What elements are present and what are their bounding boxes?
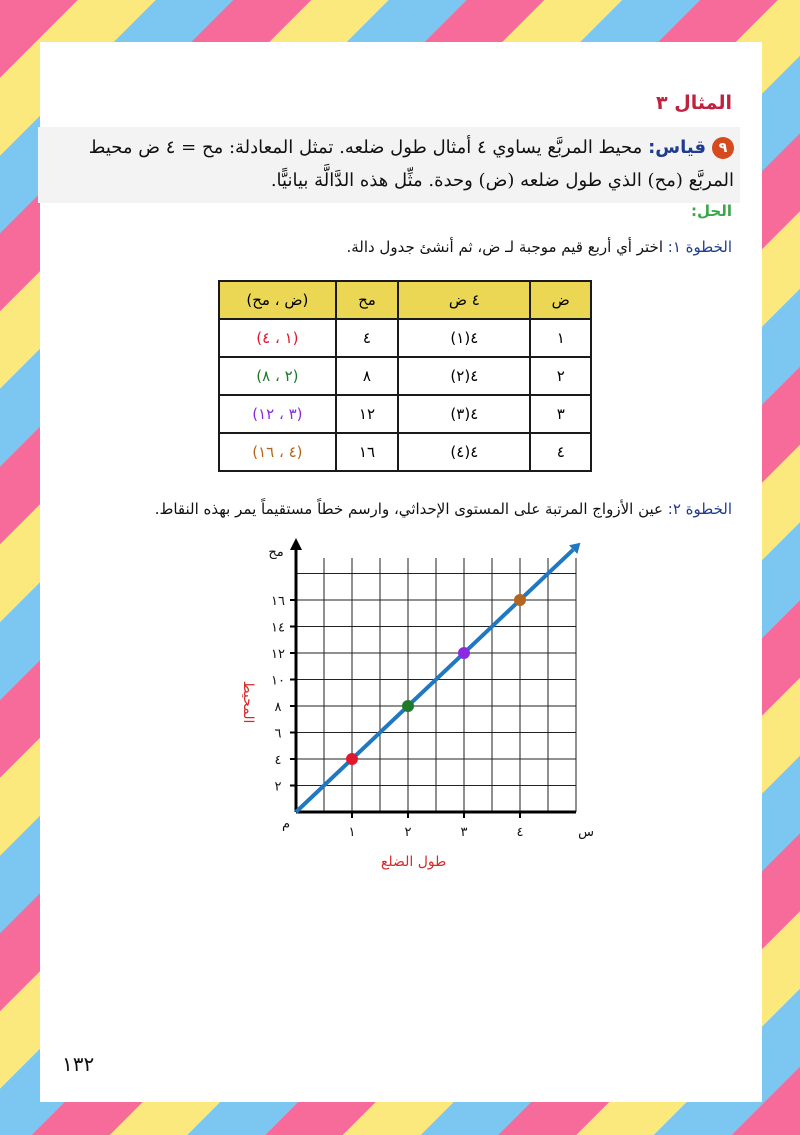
- cell-x: ١: [530, 319, 591, 357]
- header-y: مح: [336, 281, 398, 319]
- solution-label: الحل:: [691, 202, 732, 220]
- y-tick-label: ١٦: [271, 594, 285, 609]
- cell-ordered-pair: (٣ ، ١٢): [219, 395, 336, 433]
- question-text: محيط المربَّع يساوي ٤ أمثال طول ضلعه. تمثل المعادلة: مح = ٤ ض محيط المربَّع (مح) الذي طول ضلعه (ض) وحدة. مثِّل هذه الدَّالَّة بيانيًّا.: [88, 137, 734, 191]
- cell-y: ٤: [336, 319, 398, 357]
- page: [40, 42, 762, 1102]
- y-tick-label: ١٠: [271, 673, 285, 689]
- header-x: ض: [530, 281, 591, 319]
- header-expression: ٤ ض: [398, 281, 530, 319]
- coordinate-graph: [224, 538, 634, 883]
- table-row: [219, 433, 591, 471]
- origin-label: م: [281, 817, 291, 832]
- step-1-label: الخطوة ١:: [667, 238, 732, 256]
- header-ordered-pair: (ض ، مح): [219, 281, 336, 319]
- cell-expression: ٤(١): [398, 319, 530, 357]
- y-tick-label: ٤: [274, 753, 282, 768]
- function-line: [296, 550, 573, 812]
- example-title: المثال ٣: [656, 92, 732, 114]
- y-tick-label: ١٢: [271, 647, 285, 662]
- cell-y: ١٦: [336, 433, 398, 471]
- cell-x: ٢: [530, 357, 591, 395]
- x-tick-label: ٤: [516, 825, 524, 840]
- cell-ordered-pair: (١ ، ٤): [219, 319, 336, 357]
- x-tick-label: ١: [348, 825, 356, 840]
- step-2-label: الخطوة ٢:: [667, 500, 732, 518]
- question-label: قياس:: [648, 137, 706, 158]
- step-2: [155, 500, 732, 518]
- table-row: [219, 395, 591, 433]
- cell-x: ٤: [530, 433, 591, 471]
- cell-x: ٣: [530, 395, 591, 433]
- table-row: [219, 319, 591, 357]
- table-row: [219, 357, 591, 395]
- data-point: [402, 700, 414, 712]
- page-number: ١٣٢: [62, 1052, 95, 1076]
- data-point: [458, 647, 470, 659]
- y-tick-label: ٨: [274, 700, 282, 715]
- problem-box: [38, 127, 740, 203]
- function-table: [218, 280, 592, 472]
- x-axis-symbol: س: [578, 825, 594, 840]
- data-point: [514, 594, 526, 606]
- table-header-row: [219, 281, 591, 319]
- step-1-text: اختر أي أربع قيم موجبة لـ ض، ثم أنشئ جدول دالة.: [346, 238, 663, 256]
- x-axis-title: طول الضلع: [380, 854, 447, 870]
- step-1: [346, 238, 732, 256]
- cell-expression: ٤(٢): [398, 357, 530, 395]
- y-tick-label: ١٤: [271, 620, 285, 636]
- cell-y: ٨: [336, 357, 398, 395]
- y-tick-label: ٦: [274, 726, 282, 742]
- x-tick-label: ٣: [460, 825, 468, 840]
- step-2-text: عين الأزواج المرتبة على المستوى الإحداثي، وارسم خطاً مستقيماً يمر بهذه النقاط.: [154, 500, 663, 518]
- cell-expression: ٤(٤): [398, 433, 530, 471]
- cell-ordered-pair: (٤ ، ١٦): [219, 433, 336, 471]
- cell-y: ١٢: [336, 395, 398, 433]
- y-axis-symbol: مح: [268, 545, 284, 560]
- question-number-badge: ٩: [712, 137, 734, 159]
- cell-expression: ٤(٣): [398, 395, 530, 433]
- data-point: [346, 753, 358, 765]
- cell-ordered-pair: (٢ ، ٨): [219, 357, 336, 395]
- y-tick-label: ٢: [274, 779, 282, 795]
- x-tick-label: ٢: [404, 825, 412, 840]
- y-axis-arrow: [290, 538, 302, 550]
- y-axis-title: المحيط: [240, 680, 256, 724]
